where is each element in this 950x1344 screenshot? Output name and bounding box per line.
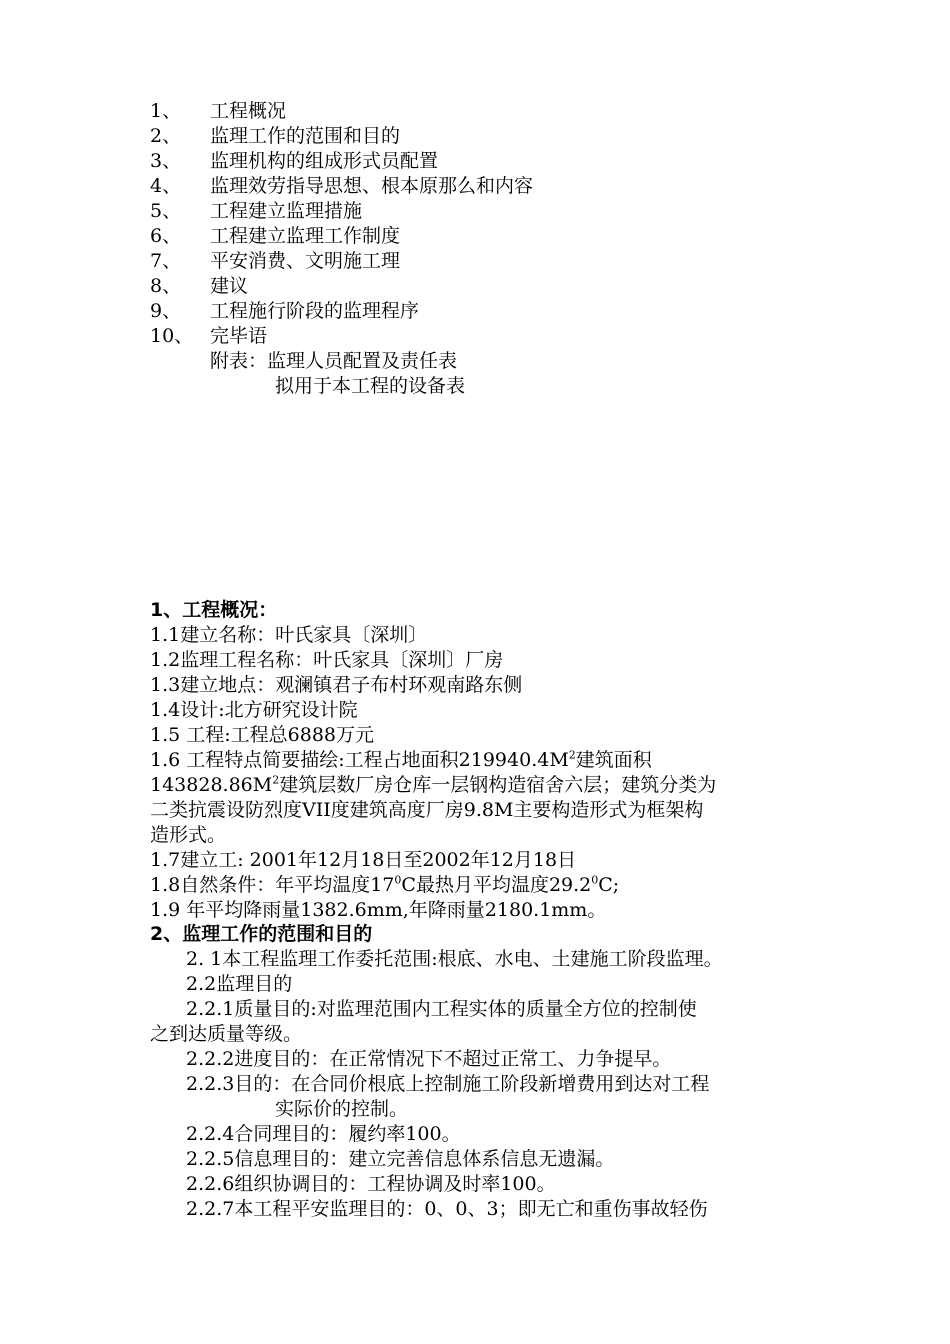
toc-item: [0, 199, 950, 224]
paragraph-line: [150, 773, 716, 797]
toc-item-number: 2、: [150, 125, 182, 147]
paragraph-line: 1.5 工程:工程总6888万元: [150, 724, 375, 746]
line-text: 1.8自然条件：年平均温度17: [150, 874, 395, 896]
toc-item: [0, 99, 950, 124]
paragraph-line: 2.2监理目的: [186, 973, 293, 995]
toc-appendix-2: 拟用于本工程的设备表: [275, 375, 466, 397]
toc-appendix-1: 附表：监理人员配置及责任表: [210, 350, 458, 372]
paragraph-line: 2.2.4合同理目的：履约率100。: [186, 1123, 461, 1145]
superscript: 0: [394, 873, 402, 887]
toc-item-number: 6、: [150, 225, 182, 247]
toc-item: [0, 149, 950, 174]
paragraph-line: 2.2.5信息理目的：建立完善信息体系信息无遗漏。: [186, 1148, 615, 1170]
line-text: 建筑层数厂房仓库一层钢构造宿舍六层；建筑分类为: [279, 774, 717, 796]
paragraph-line: 1.9 年平均降雨量1382.6mm,年降雨量2180.1mm。: [150, 899, 607, 921]
paragraph-line: 造形式。: [150, 824, 227, 846]
toc-item-number: 1、: [150, 100, 182, 122]
toc-item-label: 工程建立监理工作制度: [210, 225, 401, 247]
toc-item: [0, 299, 950, 324]
line-text: 1.6 工程特点简要描绘:工程占地面积219940.4M: [150, 749, 569, 771]
superscript: 2: [568, 748, 576, 762]
paragraph-line: [150, 873, 619, 897]
paragraph-line: 2.2.7本工程平安监理目的：0、0、3；即无亡和重伤事故轻伤: [186, 1198, 708, 1220]
paragraph-line: 2.2.6组织协调目的：工程协调及时率100。: [186, 1173, 556, 1195]
paragraph-line: 实际价的控制。: [275, 1098, 409, 1120]
toc-item: [0, 274, 950, 299]
toc-item-number: 4、: [150, 175, 182, 197]
toc-item: [0, 324, 950, 349]
paragraph-line: 2.2.1质量目的:对监理范围内工程实体的质量全方位的控制使: [186, 998, 697, 1020]
superscript: 2: [272, 773, 280, 787]
toc-item-label: 工程概况: [210, 100, 287, 122]
toc-item-label: 完毕语: [210, 325, 268, 347]
toc-item-number: 5、: [150, 200, 182, 222]
toc-item-number: 10、: [150, 325, 194, 347]
toc-item: [0, 249, 950, 274]
toc-item-label: 建议: [210, 275, 249, 297]
section-2-heading: 2、监理工作的范围和目的: [150, 923, 373, 945]
toc-item-label: 平安消费、文明施工理: [210, 250, 401, 272]
toc-item: [0, 124, 950, 149]
paragraph-line: 1.1建立名称：叶氏家具〔深圳〕: [150, 624, 428, 646]
paragraph-line: 之到达质量等级。: [150, 1023, 303, 1045]
line-text: 建筑面积: [575, 749, 652, 771]
paragraph-line: [150, 748, 652, 772]
toc-item-number: 8、: [150, 275, 182, 297]
paragraph-line: 1.3建立地点：观澜镇君子布村环观南路东侧: [150, 674, 523, 696]
toc-item-label: 监理工作的范围和目的: [210, 125, 401, 147]
toc-item-label: 监理机构的组成形式员配置: [210, 150, 439, 172]
line-text: 143828.86M: [150, 774, 273, 796]
section-1-heading: 1、工程概况：: [150, 599, 278, 621]
paragraph-line: 2.2.3目的：在合同价根底上控制施工阶段新增费用到达对工程: [186, 1073, 710, 1095]
line-text: C最热月平均温度29.2: [401, 874, 592, 896]
toc-item-number: 9、: [150, 300, 182, 322]
superscript: 0: [591, 873, 599, 887]
paragraph-line: 2. 1本工程监理工作委托范围:根底、水电、土建施工阶段监理。: [186, 948, 723, 970]
line-text: C;: [598, 874, 620, 896]
toc-item-label: 工程建立监理措施: [210, 200, 363, 222]
paragraph-line: 1.2监理工程名称：叶氏家具〔深圳〕厂房: [150, 649, 504, 671]
paragraph-line: 二类抗震设防烈度VII度建筑高度厂房9.8M主要构造形式为框架构: [150, 799, 704, 821]
toc-item-label: 工程施行阶段的监理程序: [210, 300, 420, 322]
toc-item: [0, 174, 950, 199]
toc-item-label: 监理效劳指导思想、根本原那么和内容: [210, 175, 534, 197]
toc-item-number: 3、: [150, 150, 182, 172]
paragraph-line: 1.4设计:北方研究设计院: [150, 699, 358, 721]
toc-item-number: 7、: [150, 250, 182, 272]
paragraph-line: 2.2.2进度目的：在正常情况下不超过正常工、力争提早。: [186, 1048, 672, 1070]
toc-item: [0, 224, 950, 249]
paragraph-line: 1.7建立工: 2001年12月18日至2002年12月18日: [150, 849, 577, 871]
